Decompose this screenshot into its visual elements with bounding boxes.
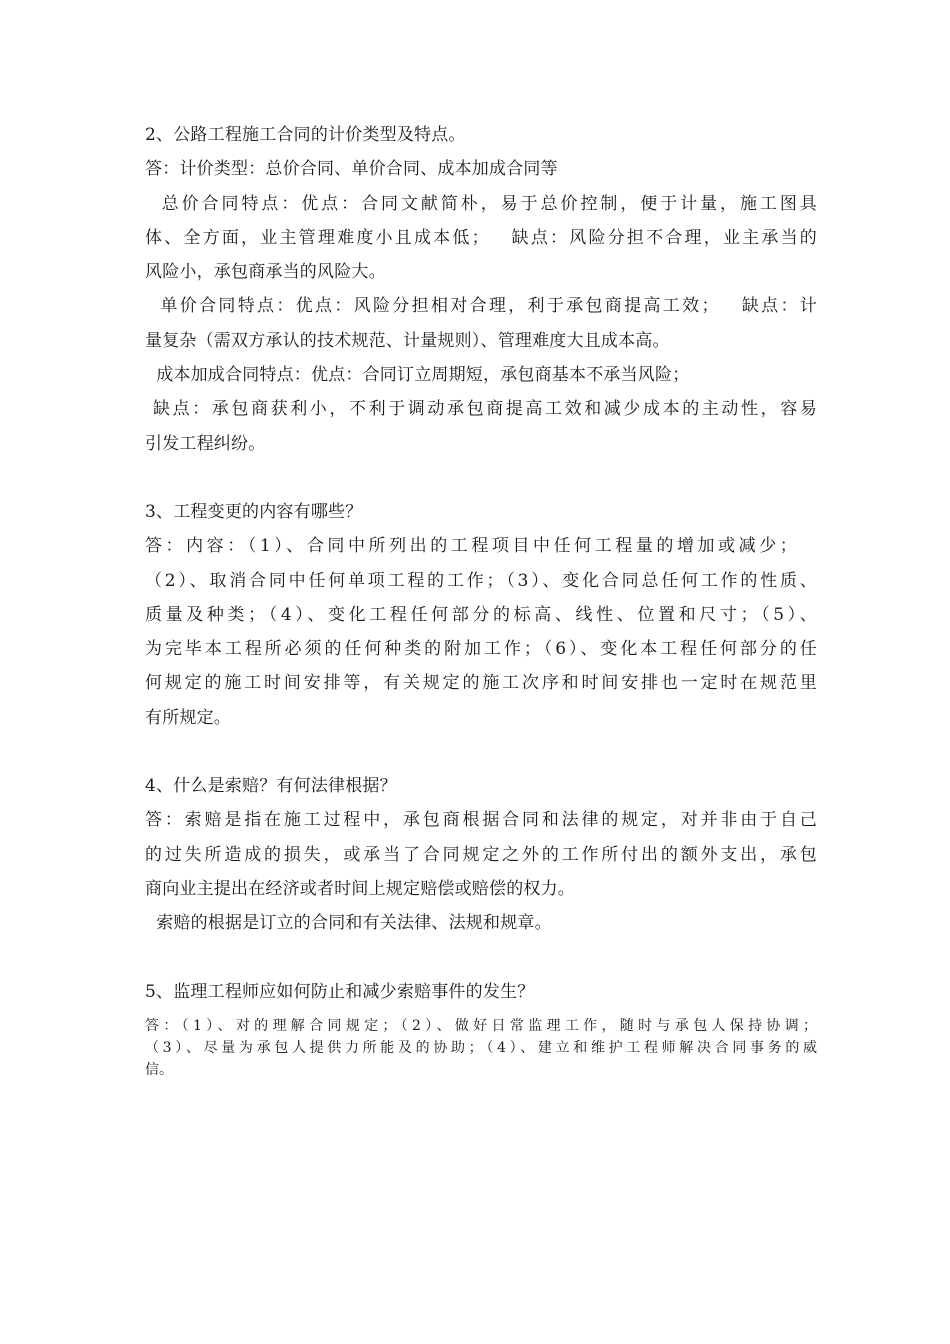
q2-title: 2、公路工程施工合同的计价类型及特点。 — [145, 125, 466, 145]
section-q2 — [145, 118, 817, 461]
q3-line-6: 有所规定。 — [145, 707, 231, 728]
q2-line-2: 总价合同特点：优点：合同文献简朴，易于总价控制，便于计量，施工图具 — [145, 193, 817, 214]
paragraph-gap — [145, 461, 817, 495]
q3-line-4: 为完毕本工程所必须的任何种类的附加工作；（6）、变化本工程任何部分的任 — [145, 639, 817, 660]
q2-line-5: 单价合同特点：优点：风险分担相对合理，利于承包商提高工效； 缺点：计 — [145, 296, 817, 317]
q5-title: 5、监理工程师应如何防止和减少索赔事件的发生？ — [145, 981, 535, 1002]
section-q5 — [145, 975, 817, 1081]
q3-line-2: （2）、取消合同中任何单项工程的工作；（3）、变化合同总任何工作的性质、 — [145, 570, 817, 591]
q3-title: 3、工程变更的内容有哪些？ — [145, 501, 363, 522]
section-q3 — [145, 495, 817, 735]
q4-line-4: 索赔的根据是订立的合同和有关法律、法规和规章。 — [145, 913, 552, 934]
q2-line-6: 量复杂（需双方承认的技术规范、计量规则）、管理难度大且成本高。 — [145, 330, 670, 351]
q4-line-1: 答：索赔是指在施工过程中，承包商根据合同和法律的规定，对并非由于自己 — [145, 810, 817, 831]
q3-line-1: 答：内容：（1）、合同中所列出的工程项目中任何工程量的增加或减少； — [145, 536, 797, 557]
q5-line-3: 信。 — [145, 1061, 173, 1078]
document-page — [145, 118, 817, 1081]
q3-line-3: 质量及种类；（4）、变化工程任何部分的标高、线性、位置和尺寸；（5）、 — [145, 604, 817, 625]
q4-title: 4、什么是索赔？有何法律根据？ — [145, 776, 397, 797]
section-q4 — [145, 769, 817, 940]
q2-line-3: 体、全方面，业主管理难度小且成本低； 缺点：风险分担不合理，业主承当的 — [145, 227, 817, 248]
q2-line-7: 成本加成合同特点：优点：合同订立周期短，承包商基本不承当风险； — [145, 365, 690, 386]
q5-line-2: （3）、尽量为承包人提供力所能及的协助；（4）、建立和维护工程师解决合同事务的威 — [145, 1039, 817, 1056]
q2-line-1: 答：计价类型：总价合同、单价合同、成本加成合同等 — [145, 159, 558, 180]
q2-line-8: 缺点：承包商获利小，不利于调动承包商提高工效和减少成本的主动性，容易 — [145, 399, 817, 420]
q2-line-9: 引发工程纠纷。 — [145, 433, 266, 454]
q3-line-5: 何规定的施工时间安排等，有关规定的施工次序和时间安排也一定时在规范里 — [145, 673, 817, 694]
q4-line-3: 商向业主提出在经济或者时间上规定赔偿或赔偿的权力。 — [145, 878, 575, 899]
q2-line-4: 风险小，承包商承当的风险大。 — [145, 262, 386, 283]
paragraph-gap — [145, 941, 817, 975]
paragraph-gap — [145, 735, 817, 769]
q5-line-1: 答：（1）、对的理解合同规定；（2）、做好日常监理工作，随时与承包人保持协调； — [145, 1017, 817, 1034]
q4-line-2: 的过失所造成的损失，或承当了合同规定之外的工作所付出的额外支出，承包 — [145, 844, 817, 865]
